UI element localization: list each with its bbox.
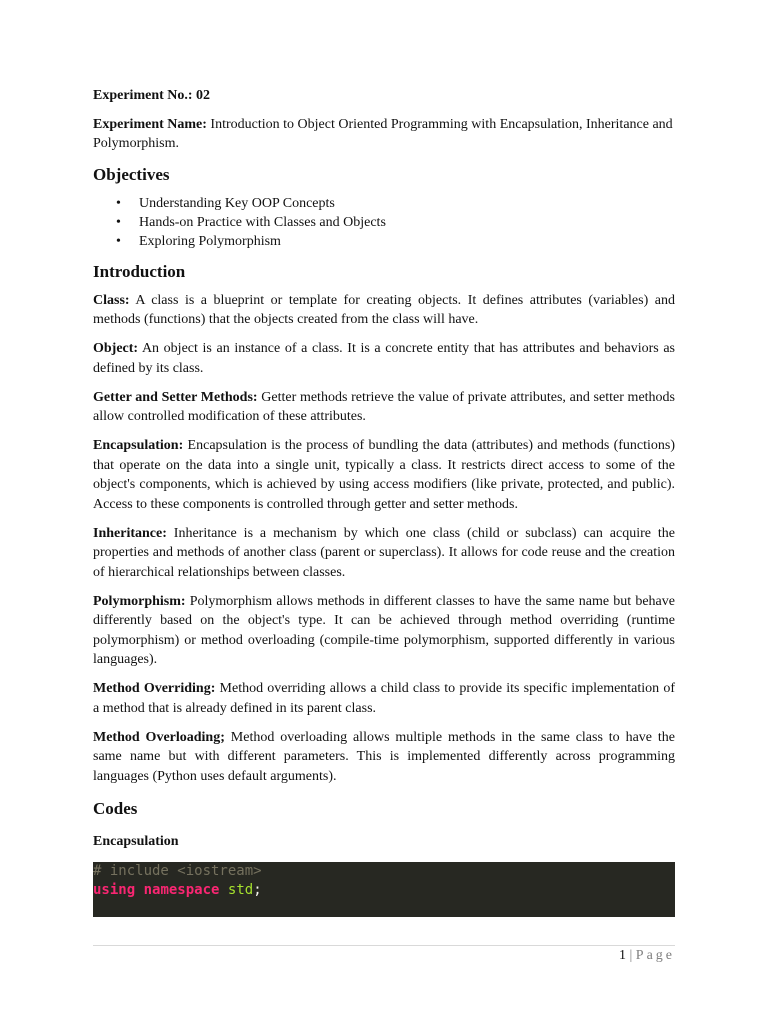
term-definition: Encapsulation is the process of bundling the data (attributes) and methods (functions) that operate on the data into a single unit, typically a class. It restricts direct access to some of the object's components, which is achieved by using access modifiers (like private, protected, and public). Access to these components is controlled through getter and setter methods.	[93, 438, 675, 512]
page-number: 1	[618, 948, 626, 963]
code-block	[93, 862, 675, 917]
page-footer	[619, 946, 675, 965]
code-line-1	[93, 862, 675, 881]
experiment-name	[93, 115, 675, 154]
term-definition: An object is an instance of a class. It is a concrete entity that has attributes and behaviors as defined by its class.	[93, 341, 675, 376]
document-page	[93, 86, 675, 917]
bullet-icon: •	[116, 214, 121, 230]
term-label: Encapsulation:	[93, 438, 184, 453]
term-definition: Method overloading allows multiple methods in the same class to have the same name but with different parameters. This is implemented differently across programming languages (Python uses default arguments).	[93, 729, 675, 784]
term-definition: Getter methods retrieve the value of private attributes, and setter methods allow controlled modification of these attributes.	[93, 389, 675, 424]
term-label: Object:	[93, 341, 139, 356]
term-definition: A class is a blueprint or template for creating objects. It defines attributes (variables) and methods (functions) that the objects created from the class will have.	[93, 292, 675, 327]
paragraph-object	[93, 339, 675, 378]
objective-item	[116, 194, 675, 213]
bullet-icon: •	[116, 233, 121, 249]
footer-separator: |	[625, 948, 636, 963]
experiment-name-value: Introduction to Object Oriented Programming with Encapsulation, Inheritance and Polymorphism.	[93, 116, 673, 151]
objective-item	[116, 232, 675, 251]
code-keyword-using: using	[93, 882, 136, 898]
codes-heading: Codes	[93, 799, 138, 818]
experiment-number-text: Experiment No.: 02	[93, 88, 211, 103]
page-label: Page	[635, 948, 675, 963]
footer-divider	[93, 945, 675, 946]
introduction-heading: Introduction	[93, 261, 186, 281]
objective-item	[116, 213, 675, 232]
paragraph-polymorphism	[93, 592, 675, 670]
objectives-heading: Objectives	[93, 164, 170, 184]
paragraph-encapsulation	[93, 436, 675, 514]
encapsulation-subheading: Encapsulation	[93, 834, 179, 849]
term-definition: Inheritance is a mechanism by which one class (child or subclass) can acquire the properties and methods of another class (parent or superclass). It allows for code reuse and the creation of hierarchical relationships between classes.	[93, 525, 675, 580]
objective-item-text: Exploring Polymorphism	[139, 233, 281, 249]
code-semicolon: ;	[253, 882, 262, 898]
bullet-icon: •	[116, 195, 121, 211]
term-label: Class:	[93, 292, 130, 308]
experiment-number	[93, 86, 675, 106]
experiment-name-label: Experiment Name:	[93, 116, 207, 132]
code-keyword-namespace: namespace	[143, 882, 220, 898]
objective-item-text: Hands-on Practice with Classes and Objects	[139, 214, 386, 230]
term-definition: Method overriding allows a child class to provide its specific implementation of a method that is already defined in its parent class.	[93, 681, 675, 716]
paragraph-method-overriding	[93, 679, 675, 718]
code-line-2	[93, 881, 675, 900]
term-label: Inheritance:	[93, 525, 167, 541]
code-identifier-std: std	[227, 882, 254, 898]
term-label: Method Overriding:	[93, 681, 216, 696]
term-label: Method Overloading;	[93, 729, 225, 745]
paragraph-inheritance	[93, 524, 675, 583]
term-label: Polymorphism:	[93, 593, 186, 609]
code-comment: # include <iostream>	[93, 863, 262, 879]
paragraph-class	[93, 291, 675, 330]
paragraph-getter-setter	[93, 388, 675, 427]
objectives-list	[93, 194, 675, 251]
objective-item-text: Understanding Key OOP Concepts	[139, 195, 335, 211]
paragraph-method-overloading	[93, 728, 675, 787]
term-definition: Polymorphism allows methods in different classes to have the same name but behave differently based on the object's type. It can be achieved through method overriding (runtime polymorphism) or method overloading (compile-time polymorphism, supported differently in various languages).	[93, 593, 675, 667]
term-label: Getter and Setter Methods:	[93, 389, 258, 405]
